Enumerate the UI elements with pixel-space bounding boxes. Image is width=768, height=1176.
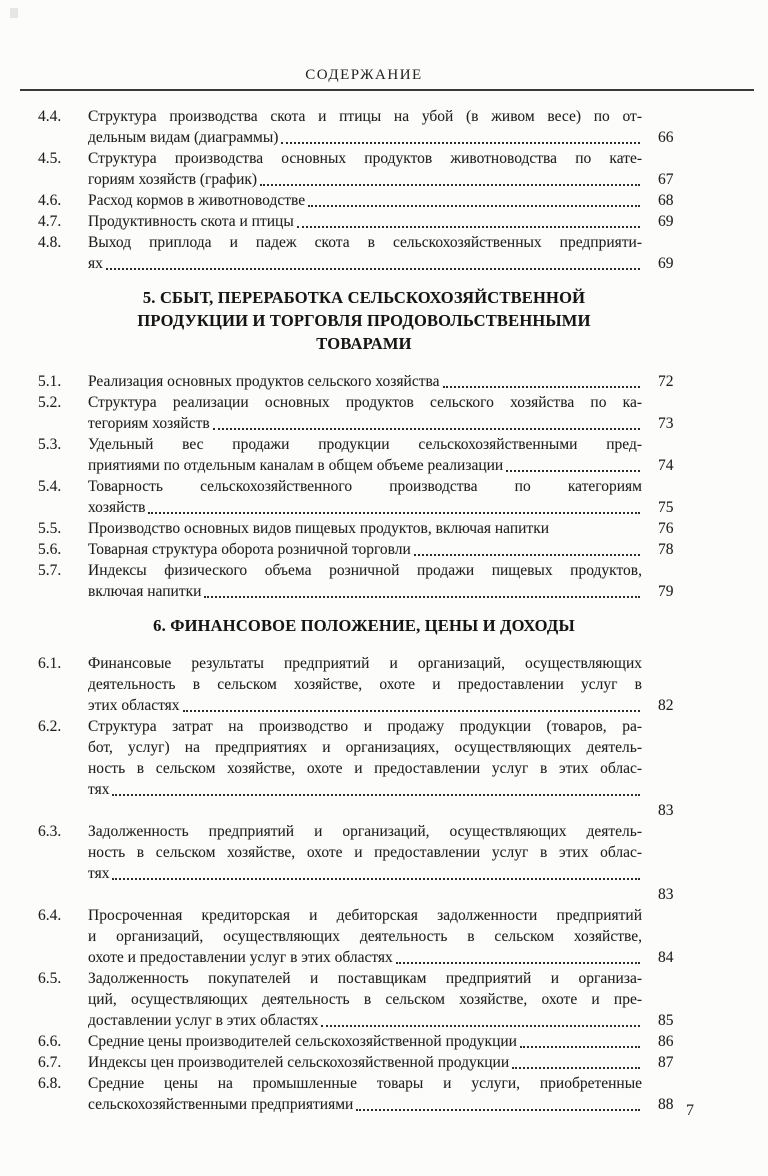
item-line-text: Индексы цен производителей сельскохозяйственной продукции xyxy=(88,1054,510,1071)
toc-item xyxy=(38,476,690,518)
item-number: 6.8. xyxy=(38,1075,62,1092)
item-line xyxy=(88,947,642,968)
item-text xyxy=(88,716,642,821)
item-line xyxy=(88,253,642,274)
item-line: деятельность в сельском хозяйстве, охоте и предоставлении услуг в xyxy=(88,676,642,693)
item-line xyxy=(88,539,642,560)
table-of-contents xyxy=(38,106,690,1115)
item-text xyxy=(88,1073,642,1115)
dot-leader xyxy=(106,268,640,270)
item-line: Структура производства скота и птицы на убой (в живом весе) по от- xyxy=(88,108,642,125)
item-line-text: дельным видам (диаграммы) xyxy=(88,129,279,146)
dot-leader xyxy=(260,184,640,186)
item-number: 4.4. xyxy=(38,108,62,125)
item-page: 69 xyxy=(658,213,674,230)
item-line-text: доставлении услуг в этих областях xyxy=(88,1012,319,1029)
item-page: 86 xyxy=(658,1033,674,1050)
dot-leader xyxy=(520,1046,640,1048)
item-line-text: хозяйств xyxy=(88,499,146,516)
item-number: 4.8. xyxy=(38,234,62,251)
item-line-text: тях xyxy=(88,865,110,882)
item-line xyxy=(88,863,642,884)
item-line-text: тях xyxy=(88,781,110,798)
item-number: 4.7. xyxy=(38,213,62,230)
item-line: Выход приплода и падеж скота в сельскохозяйственных предприяти- xyxy=(88,234,642,251)
item-page: 73 xyxy=(658,415,674,432)
item-number: 5.1. xyxy=(38,373,62,390)
item-text xyxy=(88,190,642,211)
toc-section xyxy=(38,614,690,1115)
section-heading-line: ТОВАРАМИ xyxy=(316,334,412,353)
dot-leader xyxy=(148,512,640,514)
section-heading-line: ПРОДУКЦИИ И ТОРГОВЛЯ ПРОДОВОЛЬСТВЕННЫМИ xyxy=(137,311,591,330)
toc-item xyxy=(38,518,690,539)
item-page: 84 xyxy=(658,949,674,966)
item-line: Задолженность предприятий и организаций, осуществляющих деятель- xyxy=(88,823,642,840)
item-line-text: приятиями по отдельным каналам в общем объеме реализации xyxy=(88,457,504,474)
item-line-text: сельскохозяйственными предприятиями xyxy=(88,1096,354,1113)
item-page: 88 xyxy=(658,1096,674,1113)
item-page: 78 xyxy=(658,541,674,558)
item-line: ность в сельском хозяйстве, охоте и предоставлении услуг в этих облас- xyxy=(88,760,642,777)
item-line xyxy=(88,1010,642,1031)
toc-item xyxy=(38,371,690,392)
page-number: 7 xyxy=(686,1102,694,1119)
section-heading xyxy=(38,614,690,637)
scan-artifact xyxy=(10,8,18,18)
dot-leader xyxy=(183,710,640,712)
toc-item xyxy=(38,1073,690,1115)
item-text xyxy=(88,371,642,392)
page-title: СОДЕРЖАНИЕ xyxy=(305,67,423,83)
item-line: и организаций, осуществляющих деятельность в сельском хозяйстве, xyxy=(88,928,642,945)
dot-leader xyxy=(112,794,640,796)
item-number: 4.5. xyxy=(38,150,62,167)
item-page: 83 xyxy=(658,886,674,903)
item-page: 75 xyxy=(658,499,674,516)
item-line xyxy=(88,518,642,539)
item-line-text: Средние цены производителей сельскохозяйственной продукции xyxy=(88,1033,517,1050)
item-line: Задолженность покупателей и поставщикам предприятий и организа- xyxy=(88,970,642,987)
item-line: Структура производства основных продуктов животноводства по кате- xyxy=(88,150,642,167)
item-number: 5.2. xyxy=(38,394,62,411)
item-text xyxy=(88,539,642,560)
item-line-text: Товарная структура оборота розничной торговли xyxy=(88,541,411,558)
item-line xyxy=(88,695,642,716)
item-page: 82 xyxy=(658,697,674,714)
page-header xyxy=(0,0,768,91)
item-number: 5.3. xyxy=(38,436,62,453)
item-line xyxy=(88,1094,642,1115)
item-line: Структура реализации основных продуктов сельского хозяйства по ка- xyxy=(88,394,642,411)
dot-leader xyxy=(213,428,640,430)
dot-leader xyxy=(414,554,640,556)
item-text xyxy=(88,148,642,190)
toc-item xyxy=(38,560,690,602)
item-line xyxy=(88,371,642,392)
section-heading xyxy=(38,286,690,355)
item-page: 87 xyxy=(658,1054,674,1071)
blank-line xyxy=(88,884,642,905)
item-line-text: Продуктивность скота и птицы xyxy=(88,213,294,230)
item-page: 72 xyxy=(658,373,674,390)
header-rule xyxy=(20,89,754,91)
dot-leader xyxy=(356,1109,640,1111)
item-line xyxy=(88,779,642,800)
item-line xyxy=(88,190,642,211)
item-line: бот, услуг) на предприятиях и организациях, осуществляющих деятель- xyxy=(88,739,642,756)
item-number: 6.6. xyxy=(38,1033,62,1050)
item-number: 4.6. xyxy=(38,192,62,209)
item-text xyxy=(88,905,642,968)
item-text xyxy=(88,1052,642,1073)
item-line-text: ях xyxy=(88,255,103,272)
item-number: 6.5. xyxy=(38,970,62,987)
item-page: 68 xyxy=(658,192,674,209)
dot-leader xyxy=(308,205,640,207)
dot-leader xyxy=(112,878,640,880)
item-page: 67 xyxy=(658,171,674,188)
item-text xyxy=(88,560,642,602)
item-line: ность в сельском хозяйстве, охоте и предоставлении услуг в этих облас- xyxy=(88,844,642,861)
dot-leader xyxy=(297,226,640,228)
section-heading-line: 5. СБЫТ, ПЕРЕРАБОТКА СЕЛЬСКОХОЗЯЙСТВЕННОЙ xyxy=(142,288,586,307)
item-line xyxy=(88,169,642,190)
item-line xyxy=(88,413,642,434)
section-heading-line: 6. ФИНАНСОВОЕ ПОЛОЖЕНИЕ, ЦЕНЫ И ДОХОДЫ xyxy=(153,616,575,635)
dot-leader xyxy=(281,142,640,144)
blank-line xyxy=(88,800,642,821)
item-line-text: Реализация основных продуктов сельского хозяйства xyxy=(88,373,440,390)
item-line-text: Расход кормов в животноводстве xyxy=(88,192,306,209)
item-number: 6.1. xyxy=(38,655,62,672)
item-line xyxy=(88,497,642,518)
item-line: Просроченная кредиторская и дебиторская задолженности предприятий xyxy=(88,907,642,924)
item-line: Структура затрат на производство и продажу продукции (товаров, ра- xyxy=(88,718,642,735)
item-line-text: гориям хозяйств (график) xyxy=(88,171,258,188)
item-line-text: Производство основных видов пищевых продуктов, включая напитки xyxy=(88,520,550,537)
dot-leader xyxy=(396,962,640,964)
item-number: 6.4. xyxy=(38,907,62,924)
item-page: 69 xyxy=(658,255,674,272)
toc-item xyxy=(38,716,690,821)
item-number: 5.4. xyxy=(38,478,62,495)
dot-leader xyxy=(321,1025,640,1027)
item-number: 6.2. xyxy=(38,718,62,735)
item-line-text: этих областях xyxy=(88,697,180,714)
toc-item xyxy=(38,232,690,274)
toc-item xyxy=(38,905,690,968)
toc-item xyxy=(38,106,690,148)
item-line: Финансовые результаты предприятий и организаций, осуществляющих xyxy=(88,655,642,672)
item-line-text: охоте и предоставлении услуг в этих областях xyxy=(88,949,393,966)
item-text xyxy=(88,968,642,1031)
toc-item xyxy=(38,190,690,211)
toc-item xyxy=(38,968,690,1031)
item-line-text: тегориям хозяйств xyxy=(88,415,210,432)
item-text xyxy=(88,1031,642,1052)
toc-item xyxy=(38,539,690,560)
toc-section xyxy=(38,106,690,274)
item-line: Удельный вес продажи продукции сельскохозяйственными пред- xyxy=(88,436,642,453)
item-number: 6.7. xyxy=(38,1054,62,1071)
item-number: 5.7. xyxy=(38,562,62,579)
item-text xyxy=(88,232,642,274)
item-text xyxy=(88,211,642,232)
item-line: Средние цены на промышленные товары и услуги, приобретенные xyxy=(88,1075,642,1092)
item-text xyxy=(88,821,642,905)
item-text xyxy=(88,476,642,518)
item-line: Индексы физического объема розничной продажи пищевых продуктов, xyxy=(88,562,642,579)
toc-item xyxy=(38,1031,690,1052)
item-text xyxy=(88,653,642,716)
item-line xyxy=(88,1031,642,1052)
item-text xyxy=(88,106,642,148)
dot-leader xyxy=(443,386,641,388)
item-line xyxy=(88,211,642,232)
toc-item xyxy=(38,148,690,190)
dot-leader xyxy=(204,596,640,598)
toc-item xyxy=(38,211,690,232)
item-text xyxy=(88,392,642,434)
toc-item xyxy=(38,434,690,476)
dot-leader xyxy=(512,1067,640,1069)
item-line xyxy=(88,581,642,602)
item-page: 76 xyxy=(658,520,674,537)
item-number: 5.6. xyxy=(38,541,62,558)
toc-item xyxy=(38,392,690,434)
toc-section xyxy=(38,286,690,602)
item-page: 79 xyxy=(658,583,674,600)
toc-item xyxy=(38,821,690,905)
item-line: ций, осуществляющих деятельность в сельском хозяйстве, охоте и пре- xyxy=(88,991,642,1008)
item-number: 6.3. xyxy=(38,823,62,840)
item-page: 66 xyxy=(658,129,674,146)
item-line xyxy=(88,127,642,148)
item-line: Товарность сельскохозяйственного производства по категориям xyxy=(88,478,642,495)
dot-leader xyxy=(506,470,640,472)
item-page: 85 xyxy=(658,1012,674,1029)
item-number: 5.5. xyxy=(38,520,62,537)
toc-item xyxy=(38,1052,690,1073)
item-line xyxy=(88,455,642,476)
item-page: 83 xyxy=(658,802,674,819)
item-page: 74 xyxy=(658,457,674,474)
item-line-text: включая напитки xyxy=(88,583,202,600)
item-text xyxy=(88,518,642,539)
item-line xyxy=(88,1052,642,1073)
item-text xyxy=(88,434,642,476)
toc-item xyxy=(38,653,690,716)
